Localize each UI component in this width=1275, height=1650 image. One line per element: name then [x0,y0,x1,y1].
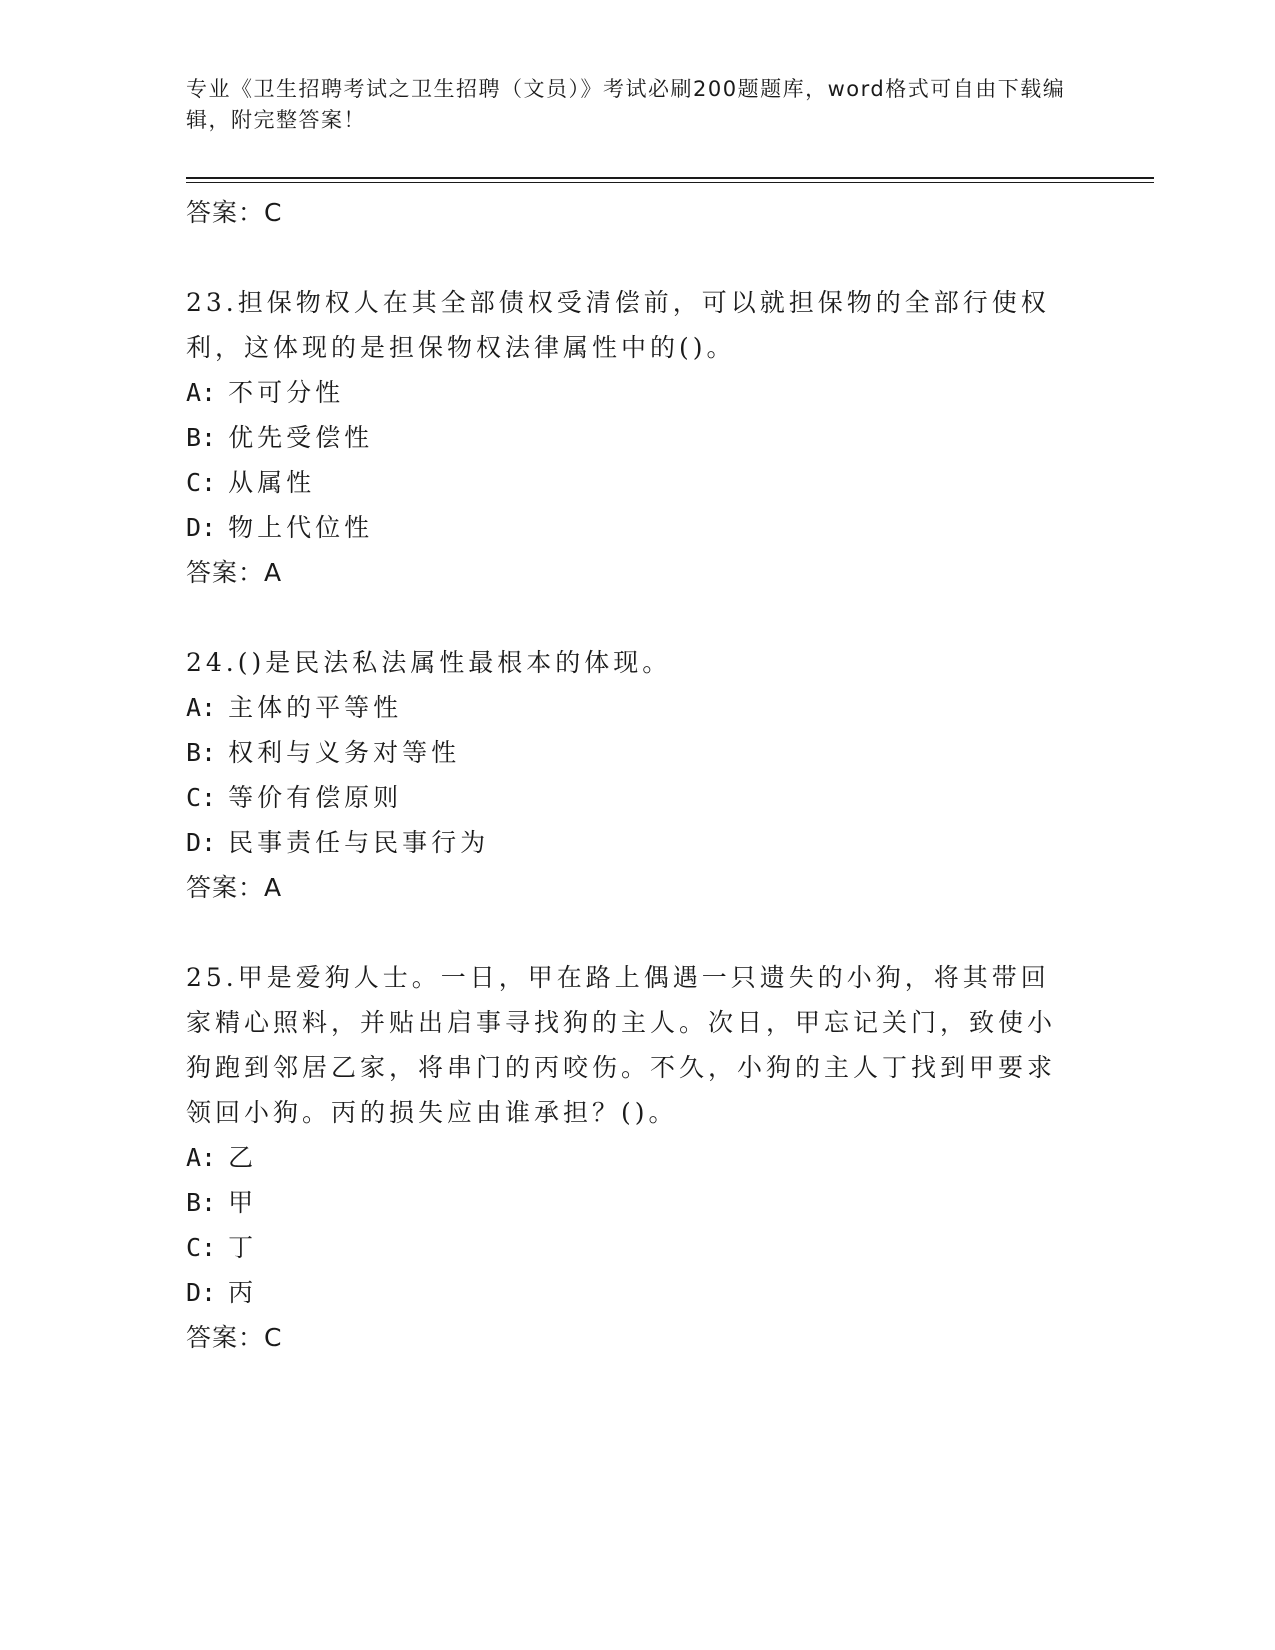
option-c [186,775,1086,820]
option-text: 主体的平等性 [228,693,403,722]
option-b [186,415,1086,460]
option-text: 丁 [228,1233,258,1262]
question-block [186,640,1086,910]
header-divider-thin [186,182,1154,183]
option-text: 不可分性 [228,378,345,407]
option-c [186,1225,1086,1270]
option-d [186,1270,1086,1315]
answer-line: 答案：A [186,873,283,902]
option-b [186,1180,1086,1225]
question-stem: 25.甲是爱狗人士。一日，甲在路上偶遇一只遗失的小狗，将其带回家精心照料，并贴出启事寻找狗的主人。次日，甲忘记关门，致使小狗跑到邻居乙家，将串门的丙咬伤。不久，小狗的主人丁找到甲要求领回小狗。丙的损失应由谁承担？()。 [186,963,1057,1127]
option-b [186,730,1086,775]
header-divider-thick [186,177,1154,179]
option-text: 从属性 [228,468,316,497]
question-block [186,280,1086,595]
option-key: D: [186,513,217,542]
question-stem: 23.担保物权人在其全部债权受清偿前，可以就担保物的全部行使权利，这体现的是担保物权法律属性中的()。 [186,288,1050,362]
answer-line: 答案：C [186,198,283,227]
option-c [186,460,1086,505]
option-key: D: [186,1278,217,1307]
option-d [186,505,1086,550]
option-a [186,685,1086,730]
option-key: A: [186,378,217,407]
option-key: C: [186,468,217,497]
option-key: B: [186,1188,217,1217]
option-key: B: [186,738,217,767]
question-stem: 24.()是民法私法属性最根本的体现。 [186,648,672,677]
option-d [186,820,1086,865]
page-header: 专业《卫生招聘考试之卫生招聘（文员）》考试必刷200题题库，word格式可自由下载编辑，附完整答案！ [186,77,1066,132]
question-block [186,955,1086,1360]
option-key: B: [186,423,217,452]
option-key: A: [186,1143,217,1172]
option-text: 物上代位性 [228,513,374,542]
question-list [186,190,1086,1360]
answer-line: 答案：C [186,1323,283,1352]
option-text: 权利与义务对等性 [228,738,461,767]
option-text: 民事责任与民事行为 [228,828,490,857]
option-key: A: [186,693,217,722]
option-text: 丙 [228,1278,258,1307]
option-text: 优先受偿性 [228,423,374,452]
option-a [186,370,1086,415]
option-a [186,1135,1086,1180]
option-text: 等价有偿原则 [228,783,403,812]
option-key: C: [186,1233,217,1262]
option-key: C: [186,783,217,812]
answer-line: 答案：A [186,558,283,587]
option-text: 甲 [228,1188,258,1217]
option-text: 乙 [228,1143,258,1172]
option-key: D: [186,828,217,857]
